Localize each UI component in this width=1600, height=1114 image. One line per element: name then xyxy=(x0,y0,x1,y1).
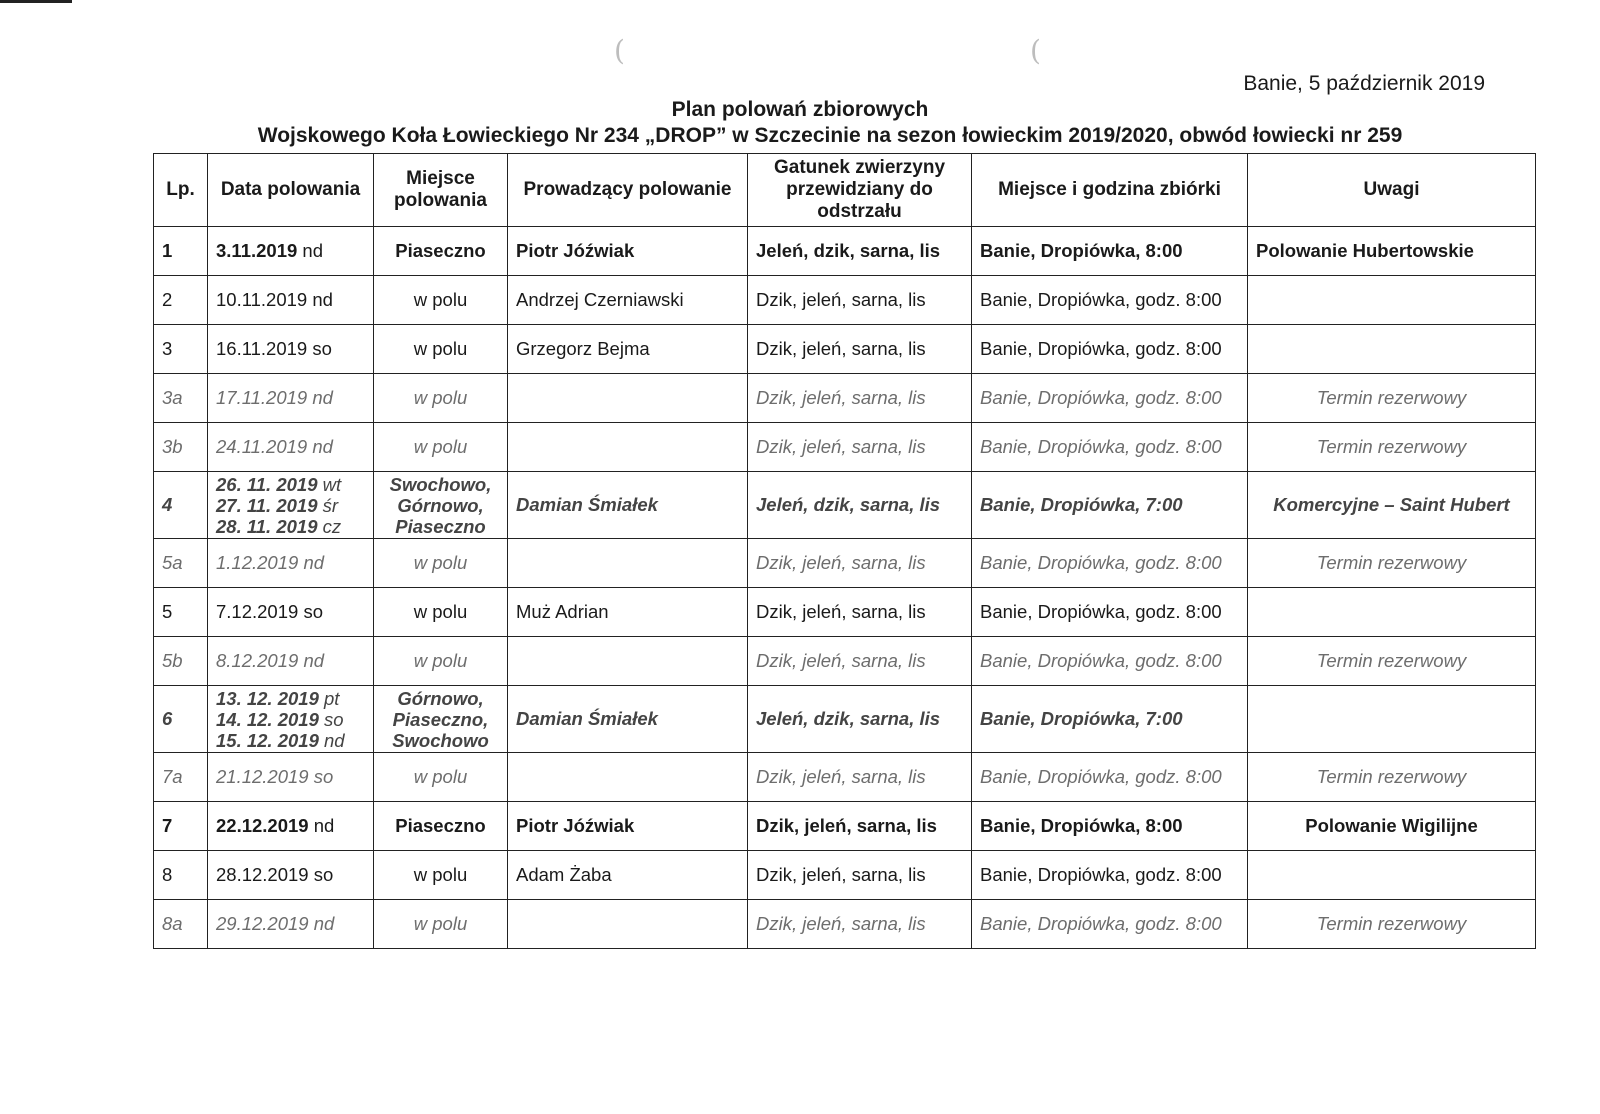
leader-cell xyxy=(508,423,748,472)
date: 22.12.2019 xyxy=(216,815,309,836)
lp-cell: 4 xyxy=(154,472,208,539)
notes-cell xyxy=(1248,588,1536,637)
table-row xyxy=(154,686,1536,753)
date: 8.12.2019 xyxy=(216,650,299,671)
place-line: Swochowo xyxy=(392,729,489,751)
place-line: Piaseczno, xyxy=(392,708,489,730)
date-cell xyxy=(208,325,374,374)
species-cell: Dzik, jeleń, sarna, lis xyxy=(748,374,972,423)
table-row xyxy=(154,588,1536,637)
table-row xyxy=(154,539,1536,588)
notes-cell: Termin rezerwowy xyxy=(1248,637,1536,686)
meeting-cell: Banie, Dropiówka, godz. 8:00 xyxy=(972,900,1248,949)
weekday: nd xyxy=(313,913,335,934)
meeting-cell: Banie, Dropiówka, 8:00 xyxy=(972,227,1248,276)
place-cell: w polu xyxy=(374,276,508,325)
species-cell: Dzik, jeleń, sarna, lis xyxy=(748,802,972,851)
document-title: Plan polowań zbiorowych xyxy=(671,98,929,121)
date: 7.12.2019 xyxy=(216,601,299,622)
table-row xyxy=(154,374,1536,423)
notes-cell: Termin rezerwowy xyxy=(1248,374,1536,423)
species-cell: Dzik, jeleń, sarna, lis xyxy=(748,900,972,949)
date-cell xyxy=(208,802,374,851)
document-subtitle: Wojskowego Koła Łowieckiego Nr 234 „DROP” w Szczecinie na sezon łowieckim 2019/2020, obwód łowiecki nr 259 xyxy=(257,124,1403,147)
date-line xyxy=(216,495,365,516)
date: 16.11.2019 xyxy=(216,338,308,359)
date-cell xyxy=(208,637,374,686)
meeting-cell: Banie, Dropiówka, godz. 8:00 xyxy=(972,539,1248,588)
place-cell xyxy=(374,472,508,539)
date-line xyxy=(216,516,365,537)
leader-cell xyxy=(508,637,748,686)
lp-cell: 3a xyxy=(154,374,208,423)
notes-cell: Termin rezerwowy xyxy=(1248,539,1536,588)
notes-cell xyxy=(1248,325,1536,374)
place-cell: w polu xyxy=(374,325,508,374)
hunting-plan-table xyxy=(153,153,1536,949)
notes-cell: Termin rezerwowy xyxy=(1248,753,1536,802)
date: 28.12.2019 xyxy=(216,864,309,885)
leader-cell: Damian Śmiałek xyxy=(508,686,748,753)
date: 29.12.2019 xyxy=(216,913,309,934)
table-row xyxy=(154,325,1536,374)
leader-cell: Piotr Jóźwiak xyxy=(508,802,748,851)
species-cell: Jeleń, dzik, sarna, lis xyxy=(748,227,972,276)
table-row xyxy=(154,753,1536,802)
date: 26. 11. 2019 xyxy=(216,473,318,495)
weekday: nd xyxy=(324,729,345,751)
meeting-cell: Banie, Dropiówka, godz. 8:00 xyxy=(972,588,1248,637)
date: 17.11.2019 xyxy=(216,387,308,408)
date-line xyxy=(216,730,365,751)
date: 21.12.2019 xyxy=(216,766,309,787)
leader-cell xyxy=(508,753,748,802)
lp-cell: 3 xyxy=(154,325,208,374)
place-cell: w polu xyxy=(374,637,508,686)
place-line: Górnowo, xyxy=(397,494,484,516)
place-cell: w polu xyxy=(374,588,508,637)
weekday: pt xyxy=(324,687,340,709)
pen-stroke-mark: ( xyxy=(614,34,625,67)
weekday: nd xyxy=(312,289,333,310)
place-line: Swochowo, xyxy=(389,473,492,495)
weekday: nd xyxy=(303,650,325,671)
leader-cell: Muż Adrian xyxy=(508,588,748,637)
weekday: so xyxy=(313,864,334,885)
column-header: Prowadzący polowanie xyxy=(508,154,748,227)
weekday: nd xyxy=(302,240,323,261)
meeting-cell: Banie, Dropiówka, 7:00 xyxy=(972,472,1248,539)
date-cell xyxy=(208,588,374,637)
lp-cell: 3b xyxy=(154,423,208,472)
leader-cell: Piotr Jóźwiak xyxy=(508,227,748,276)
column-header: Lp. xyxy=(154,154,208,227)
pen-stroke-mark: ( xyxy=(1030,34,1041,67)
date-line xyxy=(216,688,365,709)
date: 14. 12. 2019 xyxy=(216,708,319,730)
lp-cell: 5 xyxy=(154,588,208,637)
table-row xyxy=(154,900,1536,949)
place-cell: w polu xyxy=(374,900,508,949)
meeting-cell: Banie, Dropiówka, godz. 8:00 xyxy=(972,753,1248,802)
notes-cell xyxy=(1248,276,1536,325)
meeting-cell: Banie, Dropiówka, 7:00 xyxy=(972,686,1248,753)
weekday: śr xyxy=(322,494,339,516)
species-cell: Dzik, jeleń, sarna, lis xyxy=(748,423,972,472)
date-cell xyxy=(208,686,374,753)
species-cell: Dzik, jeleń, sarna, lis xyxy=(748,753,972,802)
leader-cell: Grzegorz Bejma xyxy=(508,325,748,374)
place-line: Górnowo, xyxy=(397,687,484,709)
table-row xyxy=(154,423,1536,472)
species-cell: Dzik, jeleń, sarna, lis xyxy=(748,588,972,637)
species-cell: Dzik, jeleń, sarna, lis xyxy=(748,325,972,374)
leader-cell: Damian Śmiałek xyxy=(508,472,748,539)
date-cell xyxy=(208,900,374,949)
species-cell: Jeleń, dzik, sarna, lis xyxy=(748,472,972,539)
date-cell xyxy=(208,276,374,325)
lp-cell: 1 xyxy=(154,227,208,276)
date-cell xyxy=(208,539,374,588)
species-cell: Dzik, jeleń, sarna, lis xyxy=(748,851,972,900)
notes-cell xyxy=(1248,851,1536,900)
table-header-row xyxy=(154,154,1536,227)
date-cell xyxy=(208,423,374,472)
lp-cell: 8a xyxy=(154,900,208,949)
date-line xyxy=(216,709,365,730)
column-header: Uwagi xyxy=(1248,154,1536,227)
date: 27. 11. 2019 xyxy=(216,494,318,516)
table-row xyxy=(154,637,1536,686)
meeting-cell: Banie, Dropiówka, godz. 8:00 xyxy=(972,637,1248,686)
species-cell: Dzik, jeleń, sarna, lis xyxy=(748,637,972,686)
leader-cell: Adam Żaba xyxy=(508,851,748,900)
place-line: Piaseczno xyxy=(395,515,486,537)
table-row xyxy=(154,276,1536,325)
leader-cell xyxy=(508,539,748,588)
lp-cell: 5b xyxy=(154,637,208,686)
place-cell: w polu xyxy=(374,374,508,423)
place-cell: Piaseczno xyxy=(374,227,508,276)
meeting-cell: Banie, Dropiówka, godz. 8:00 xyxy=(972,374,1248,423)
date: 24.11.2019 xyxy=(216,436,308,457)
notes-cell: Termin rezerwowy xyxy=(1248,900,1536,949)
notes-cell: Termin rezerwowy xyxy=(1248,423,1536,472)
weekday: so xyxy=(312,338,332,359)
place-cell: Piaseczno xyxy=(374,802,508,851)
table-row xyxy=(154,851,1536,900)
weekday: nd xyxy=(312,436,333,457)
species-cell: Dzik, jeleń, sarna, lis xyxy=(748,539,972,588)
leader-cell xyxy=(508,374,748,423)
place-cell: w polu xyxy=(374,423,508,472)
table-row xyxy=(154,227,1536,276)
meeting-cell: Banie, Dropiówka, godz. 8:00 xyxy=(972,851,1248,900)
meeting-cell: Banie, Dropiówka, godz. 8:00 xyxy=(972,276,1248,325)
date: 13. 12. 2019 xyxy=(216,687,319,709)
weekday: so xyxy=(303,601,323,622)
scan-edge-mark xyxy=(0,0,72,3)
leader-cell xyxy=(508,900,748,949)
lp-cell: 7a xyxy=(154,753,208,802)
species-cell: Dzik, jeleń, sarna, lis xyxy=(748,276,972,325)
date-cell xyxy=(208,851,374,900)
column-header: Miejsce i godzina zbiórki xyxy=(972,154,1248,227)
lp-cell: 8 xyxy=(154,851,208,900)
date-cell xyxy=(208,753,374,802)
notes-cell xyxy=(1248,686,1536,753)
meeting-cell: Banie, Dropiówka, godz. 8:00 xyxy=(972,325,1248,374)
weekday: nd xyxy=(313,815,335,836)
table-row xyxy=(154,472,1536,539)
weekday: nd xyxy=(303,552,325,573)
date-cell xyxy=(208,227,374,276)
column-header: Miejsce polowania xyxy=(374,154,508,227)
lp-cell: 2 xyxy=(154,276,208,325)
notes-cell: Polowanie Hubertowskie xyxy=(1248,227,1536,276)
meeting-cell: Banie, Dropiówka, 8:00 xyxy=(972,802,1248,851)
column-header: Data polowania xyxy=(208,154,374,227)
notes-cell: Polowanie Wigilijne xyxy=(1248,802,1536,851)
place-cell xyxy=(374,686,508,753)
weekday: so xyxy=(324,708,344,730)
lp-cell: 5a xyxy=(154,539,208,588)
place-cell: w polu xyxy=(374,753,508,802)
leader-cell: Andrzej Czerniawski xyxy=(508,276,748,325)
date: 10.11.2019 xyxy=(216,289,308,310)
date: 1.12.2019 xyxy=(216,552,299,573)
date: 15. 12. 2019 xyxy=(216,729,319,751)
meeting-cell: Banie, Dropiówka, godz. 8:00 xyxy=(972,423,1248,472)
species-cell: Jeleń, dzik, sarna, lis xyxy=(748,686,972,753)
place-cell: w polu xyxy=(374,851,508,900)
date-line xyxy=(216,474,365,495)
lp-cell: 7 xyxy=(154,802,208,851)
date-cell xyxy=(208,472,374,539)
lp-cell: 6 xyxy=(154,686,208,753)
weekday: cz xyxy=(322,515,342,537)
weekday: nd xyxy=(312,387,333,408)
table-row xyxy=(154,802,1536,851)
weekday: wt xyxy=(322,473,342,495)
place-cell: w polu xyxy=(374,539,508,588)
date: 3.11.2019 xyxy=(216,240,298,261)
place-date: Banie, 5 październik 2019 xyxy=(1243,72,1485,95)
date-cell xyxy=(208,374,374,423)
date: 28. 11. 2019 xyxy=(216,515,318,537)
weekday: so xyxy=(313,766,334,787)
column-header: Gatunek zwierzyny przewidziany do odstrzału xyxy=(748,154,972,227)
notes-cell: Komercyjne – Saint Hubert xyxy=(1248,472,1536,539)
